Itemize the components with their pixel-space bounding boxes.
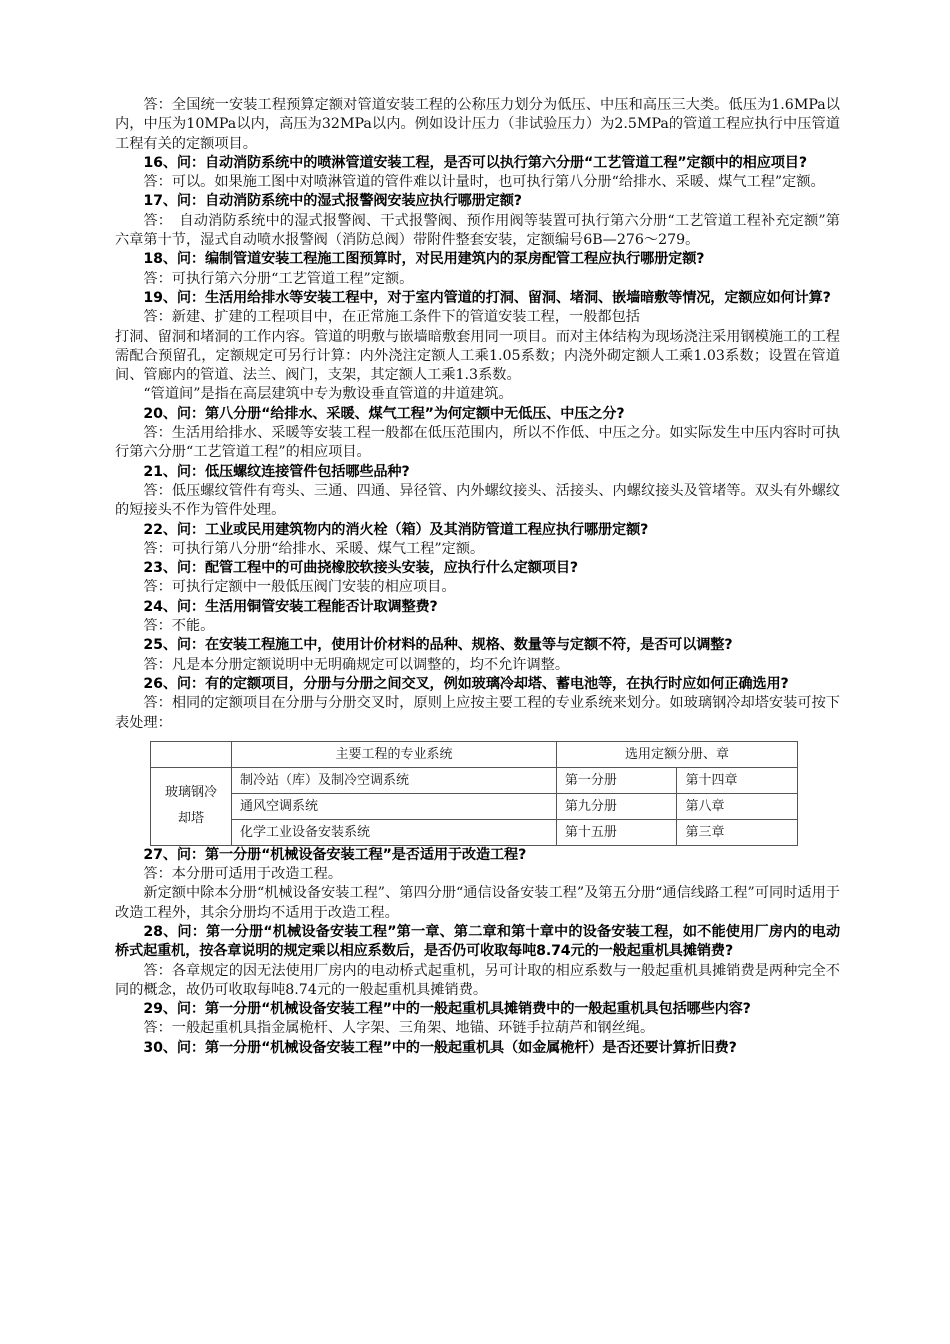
answer-paragraph: 新定额中除本分册“机械设备安装工程”、第四分册“通信设备安装工程”及第五分册“通信线路工程”可同时适用于改造工程外，其余分册均不适用于改造工程。 (115, 885, 840, 921)
table-cell-system: 制冷站（库）及制冷空调系统 (232, 767, 557, 793)
table-cell-system: 通风空调系统 (232, 793, 557, 819)
question-paragraph: 25、问：在安装工程施工中，使用计价材料的品种、规格、数量等与定额不符，是否可以调整? (143, 637, 733, 654)
question-paragraph: 22、问：工业或民用建筑物内的消火栓（箱）及其消防管道工程应执行哪册定额? (143, 521, 649, 538)
answer-paragraph: 答：可执行第六分册“工艺管道工程”定额。 (143, 270, 414, 287)
question-paragraph: 23、问：配管工程中的可曲挠橡胶软接头安装，应执行什么定额项目? (143, 560, 579, 577)
answer-paragraph: 答：不能。 (143, 618, 215, 635)
qa-section-1 (115, 96, 840, 733)
answer-paragraph: 答：全国统一安装工程预算定额对管道安装工程的公称压力划分为低压、中压和高压三大类。低压为1.6MPa以内，中压为10MPa以内，高压为32MPa以内。例如设计压力（非试验压力）为2.5MPa的管道工程应执行中压管道工程有关的定额项目。 (115, 97, 840, 152)
table-row (151, 819, 798, 845)
answer-paragraph: 答：本分册可适用于改造工程。 (143, 866, 343, 883)
answer-paragraph: 答：各章规定的因无法使用厂房内的电动桥式起重机，另可计取的相应系数与一般起重机具摊销费是两种完全不同的概念，故仍可收取每吨8.74元的一般起重机具摊销费。 (115, 962, 840, 998)
question-paragraph: 29、问：第一分册“机械设备安装工程”中的一般起重机具摊销费中的一般起重机具包括哪些内容? (143, 1001, 751, 1018)
answer-paragraph: 答：可以。如果施工图中对喷淋管道的管件难以计量时，也可执行第八分册“给排水、采暖、煤气工程”定额。 (143, 174, 825, 191)
qa-section-2 (115, 846, 840, 1058)
table-cell-system: 化学工业设备安装系统 (232, 819, 557, 845)
table-cell-chapter: 第八章 (677, 793, 798, 819)
question-paragraph: 20、问：第八分册“给排水、采暖、煤气工程”为何定额中无低压、中压之分? (143, 405, 625, 422)
table-cell-volume: 第一分册 (556, 767, 677, 793)
table-cell-chapter: 第十四章 (677, 767, 798, 793)
answer-paragraph: 打洞、留洞和堵洞的工作内容。管道的明敷与嵌墙暗敷套用同一项目。而对主体结构为现场浇注采用钢模施工的工程需配合预留孔，定额规定可另行计算：内外浇注定额人工乘1.05系数；内浇外砌定额人工乘1.03系数；设置在管道间、管廊内的管道、法兰、阀门，支架，其定额人工乘1.3系数。 (115, 328, 840, 384)
selection-table (150, 741, 798, 846)
question-paragraph: 21、问：低压螺纹连接管件包括哪些品种? (143, 463, 410, 480)
table-cell-volume: 第十五册 (556, 819, 677, 845)
answer-paragraph: 答：低压螺纹管件有弯头、三通、四通、异径管、内外螺纹接头、活接头、内螺纹接头及管堵等。双头有外螺纹的短接头不作为管件处理。 (115, 482, 840, 519)
table-row (151, 767, 798, 793)
question-paragraph: 17、问：自动消防系统中的湿式报警阀安装应执行哪册定额? (143, 193, 522, 210)
table-corner-cell (151, 741, 232, 767)
table-header-row (151, 741, 798, 767)
document-page (115, 96, 840, 1058)
table-cell-volume: 第九分册 (556, 793, 677, 819)
question-paragraph: 30、问：第一分册“机械设备安装工程”中的一般起重机具（如金属桅杆）是否还要计算折旧费? (143, 1039, 737, 1056)
question-paragraph: 19、问：生活用给排水等安装工程中，对于室内管道的打洞、留洞、堵洞、嵌墙暗敷等情况，定额应如何计算? (143, 289, 831, 306)
question-paragraph: 24、问：生活用铜管安装工程能否计取调整费? (143, 598, 438, 615)
table-row-label: 玻璃钢冷却塔 (151, 767, 232, 845)
answer-paragraph: 答： 自动消防系统中的湿式报警阀、干式报警阀、预作用阀等装置可执行第六分册“工艺管道工程补充定额”第六章第十节，湿式自动喷水报警阀（消防总阀）带附件整套安装，定额编号6B—276～279。 (115, 212, 840, 249)
table-row (151, 793, 798, 819)
answer-paragraph: 答：凡是本分册定额说明中无明确规定可以调整的，均不允许调整。 (143, 656, 570, 673)
answer-paragraph: 答：相同的定额项目在分册与分册交叉时，原则上应按主要工程的专业系统来划分。如玻璃钢冷却塔安装可按下表处理： (115, 695, 840, 731)
answer-paragraph: 答：一般起重机具指金属桅杆、人字架、三角架、地锚、环链手拉葫芦和钢丝绳。 (143, 1020, 655, 1037)
answer-paragraph: 答：生活用给排水、采暖等安装工程一般都在低压范围内，所以不作低、中压之分。如实际发生中压内容时可执行第六分册“工艺管道工程”的相应项目。 (115, 425, 840, 461)
table-cell-chapter: 第三章 (677, 819, 798, 845)
question-paragraph: 18、问：编制管道安装工程施工图预算时，对民用建筑内的泵房配管工程应执行哪册定额? (143, 251, 705, 268)
question-paragraph: 28、问：第一分册“机械设备安装工程”第一章、第二章和第十章中的设备安装工程，如不能使用厂房内的电动桥式起重机，按各章说明的规定乘以相应系数后，是否仍可收取每吨8.74元的一般起重机具摊销费? (115, 923, 840, 960)
answer-paragraph: “管道间”是指在高层建筑中专为敷设垂直管道的井道建筑。 (143, 386, 513, 403)
table-header-select: 选用定额分册、章 (556, 741, 797, 767)
table-header-system: 主要工程的专业系统 (232, 741, 557, 767)
question-paragraph: 26、问：有的定额项目，分册与分册之间交叉，例如玻璃冷却塔、蓄电池等，在执行时应如何正确选用? (143, 675, 789, 692)
question-paragraph: 27、问：第一分册“机械设备安装工程”是否适用于改造工程? (143, 846, 527, 863)
answer-paragraph: 答：可执行定额中一般低压阀门安装的相应项目。 (143, 579, 456, 596)
answer-paragraph: 答：可执行第八分册“给排水、采暖、煤气工程”定额。 (143, 540, 485, 557)
question-paragraph: 16、问：自动消防系统中的喷淋管道安装工程，是否可以执行第六分册“工艺管道工程”定额中的相应项目? (143, 154, 807, 171)
answer-paragraph: 答：新建、扩建的工程项目中，在正常施工条件下的管道安装工程，一般都包括 (143, 309, 640, 326)
